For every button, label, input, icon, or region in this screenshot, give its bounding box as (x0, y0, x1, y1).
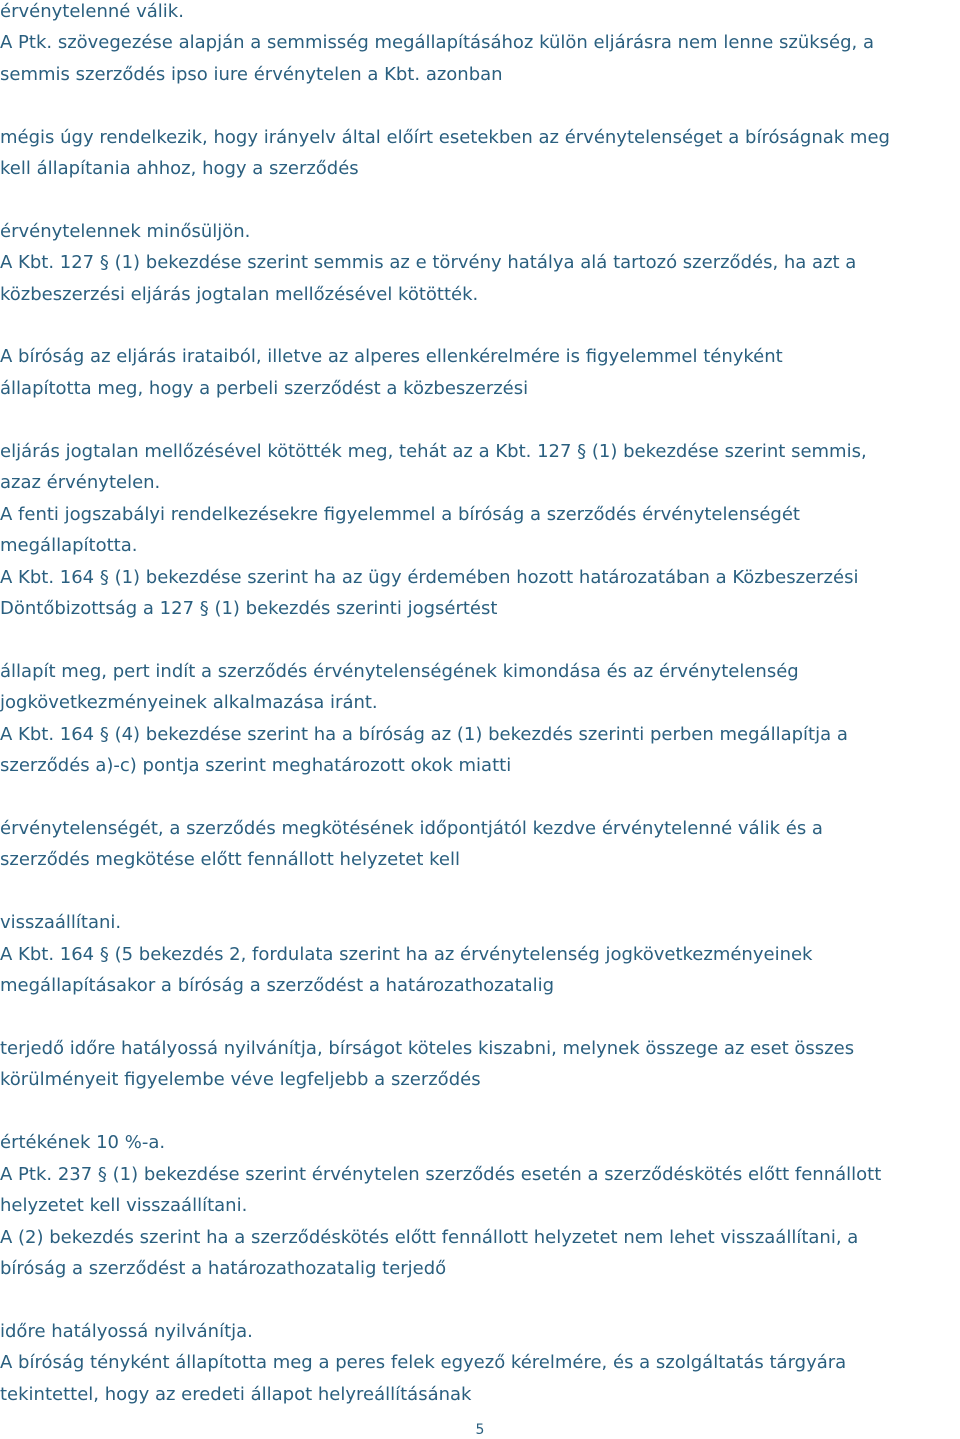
text-line: közbeszerzési eljárás jogtalan mellőzésével kötötték. (0, 284, 479, 305)
text-line: bíróság a szerződést a határozathozatalig terjedő (0, 1258, 447, 1279)
text-line: semmis szerződés ipso iure érvénytelen a Kbt. azonban (0, 64, 503, 85)
text-line: helyzetet kell visszaállítani. (0, 1195, 248, 1216)
text-line: A bíróság tényként állapította meg a peres felek egyező kérelmére, és a szolgáltatás tárgyára (0, 1352, 847, 1373)
page-number: 5 (475, 1422, 485, 1438)
text-line: érvénytelenségét, a szerződés megkötésének időpontjától kezdve érvénytelenné válik és a (0, 818, 823, 839)
text-line: A Kbt. 164 § (4) bekezdése szerint ha a bíróság az (1) bekezdés szerinti perben megállapítja a (0, 724, 848, 745)
text-line: érvénytelenné válik. (0, 1, 184, 22)
text-line: A Kbt. 164 § (5 bekezdés 2, fordulata szerint ha az érvénytelenség jogkövetkezményeinek (0, 944, 813, 965)
text-line: visszaállítani. (0, 912, 122, 933)
text-line: A Ptk. szövegezése alapján a semmisség megállapításához külön eljárásra nem lenne szükség, a (0, 32, 875, 53)
text-line: érvénytelennek minősüljön. (0, 221, 251, 242)
text-line: A Ptk. 237 § (1) bekezdése szerint érvénytelen szerződés esetén a szerződéskötés előtt fennállott (0, 1164, 882, 1185)
text-line: időre hatályossá nyilvánítja. (0, 1321, 253, 1342)
text-line: tekintettel, hogy az eredeti állapot helyreállításának (0, 1384, 472, 1405)
text-line: terjedő időre hatályossá nyilvánítja, bírságot köteles kiszabni, melynek összege az eset összes (0, 1038, 855, 1059)
text-line: állapít meg, pert indít a szerződés érvénytelenségének kimondása és az érvénytelenség (0, 661, 799, 682)
text-line: értékének 10 %-a. (0, 1132, 166, 1153)
text-line: állapította meg, hogy a perbeli szerződést a közbeszerzési (0, 378, 529, 399)
text-line: A bíróság az eljárás irataiból, illetve az alperes ellenkérelmére is figyelemmel tényként (0, 346, 783, 367)
text-line: megállapításakor a bíróság a szerződést a határozathozatalig (0, 975, 555, 996)
text-line: szerződés megkötése előtt fennállott helyzetet kell (0, 849, 460, 870)
text-line: Döntőbizottság a 127 § (1) bekezdés szerinti jogsértést (0, 598, 498, 619)
text-line: A Kbt. 164 § (1) bekezdése szerint ha az ügy érdemében hozott határozatában a Közbeszerzési (0, 567, 859, 588)
text-line: A fenti jogszabályi rendelkezésekre figyelemmel a bíróság a szerződés érvénytelenségét (0, 504, 800, 525)
text-line: jogkövetkezményeinek alkalmazása iránt. (0, 692, 378, 713)
text-line: eljárás jogtalan mellőzésével kötötték meg, tehát az a Kbt. 127 § (1) bekezdése szerint semmis, (0, 441, 867, 462)
text-line: A (2) bekezdés szerint ha a szerződéskötés előtt fennállott helyzetet nem lehet visszaállítani, a (0, 1227, 859, 1248)
text-line: körülményeit figyelembe véve legfeljebb a szerződés (0, 1069, 481, 1090)
text-line: A Kbt. 127 § (1) bekezdése szerint semmis az e törvény hatálya alá tartozó szerződés, ha azt a (0, 252, 857, 273)
text-line: szerződés a)-c) pontja szerint meghatározott okok miatti (0, 755, 512, 776)
text-line: megállapította. (0, 535, 138, 556)
text-line: azaz érvénytelen. (0, 472, 161, 493)
text-line: mégis úgy rendelkezik, hogy irányelv által előírt esetekben az érvénytelenséget a bíróságnak meg (0, 127, 890, 148)
text-line: kell állapítania ahhoz, hogy a szerződés (0, 158, 359, 179)
